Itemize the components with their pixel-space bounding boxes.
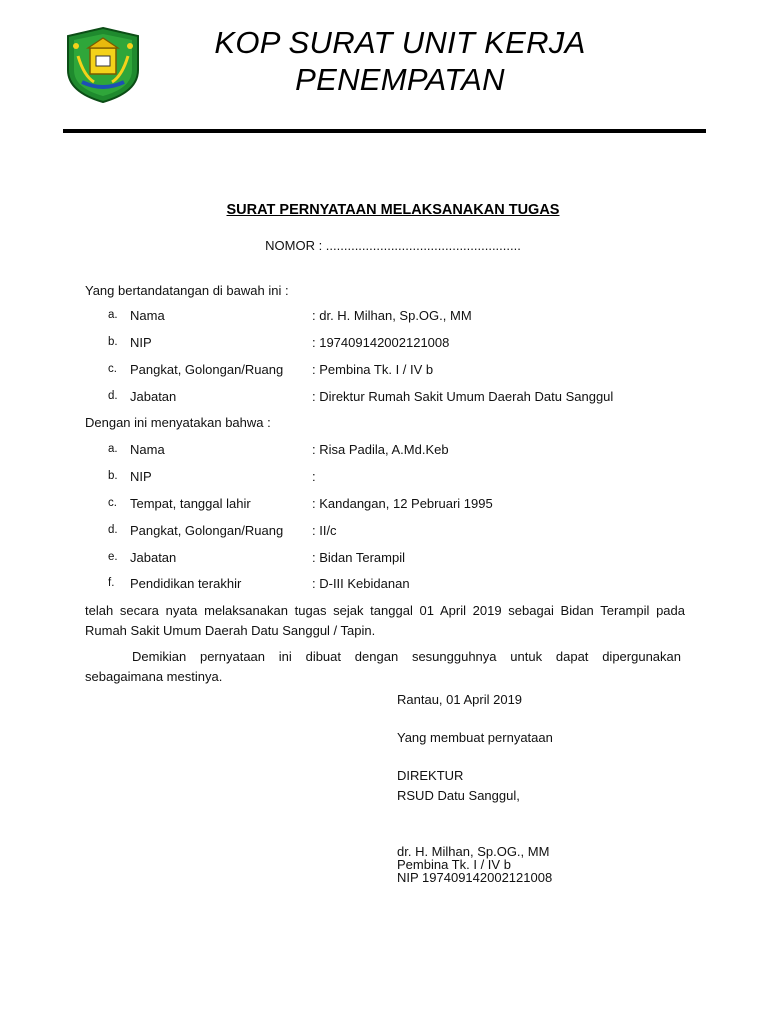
- field-label: Nama: [130, 442, 165, 457]
- field-label: Pangkat, Golongan/Ruang: [130, 362, 284, 377]
- field-letter: a.: [108, 309, 118, 321]
- field-label: Jabatan: [130, 550, 177, 565]
- field-value: : Pembina Tk. I / IV b: [312, 362, 434, 377]
- signer-nip: NIP 197409142002121008: [397, 870, 553, 885]
- field-label: NIP: [130, 469, 152, 484]
- field-letter: c.: [108, 497, 117, 509]
- letterhead-title-line1: KOP SURAT UNIT KERJA: [214, 25, 586, 60]
- field-value: : II/c: [312, 523, 337, 538]
- signer-caption: Yang membuat pernyataan: [397, 730, 553, 745]
- signer-rank: Pembina Tk. I / IV b: [397, 857, 511, 872]
- signer-office: RSUD Datu Sanggul,: [397, 788, 520, 803]
- body-line-1: telah secara nyata melaksanakan tugas sejak tanggal 01 April 2019 sebagai Bidan Terampil pada: [85, 603, 685, 618]
- field-label: Jabatan: [130, 389, 177, 404]
- field-label: NIP: [130, 335, 152, 350]
- field-value: : Direktur Rumah Sakit Umum Daerah Datu Sanggul: [312, 389, 614, 404]
- field-value: : Kandangan, 12 Pebruari 1995: [312, 496, 493, 511]
- document-title: SURAT PERNYATAAN MELAKSANAKAN TUGAS: [226, 202, 560, 218]
- field-letter: f.: [108, 577, 115, 589]
- field-letter: d.: [108, 390, 118, 402]
- field-label: Pendidikan terakhir: [130, 576, 242, 591]
- statement-intro: Dengan ini menyatakan bahwa :: [85, 415, 271, 430]
- field-letter: d.: [108, 524, 118, 536]
- body-paragraph: [85, 601, 685, 641]
- letterhead-title-line2: PENEMPATAN: [295, 62, 505, 97]
- closing-line-1: Demikian pernyataan ini dibuat dengan sesungguhnya untuk dapat dipergunakan: [132, 649, 681, 664]
- intro-text: Yang bertandatangan di bawah ini :: [85, 283, 289, 298]
- closing-line-2: sebagaimana mestinya.: [85, 669, 223, 684]
- signer-name: dr. H. Milhan, Sp.OG., MM: [397, 844, 550, 859]
- field-label: Nama: [130, 308, 165, 323]
- closing-paragraph: [85, 647, 681, 687]
- field-label: Tempat, tanggal lahir: [130, 496, 251, 511]
- signer-position: DIREKTUR: [397, 768, 464, 783]
- document-number: NOMOR : ......................................................: [265, 238, 521, 253]
- letterhead-title: [150, 24, 650, 98]
- field-letter: b.: [108, 470, 118, 482]
- field-value: : Risa Padila, A.Md.Keb: [312, 442, 449, 457]
- field-value: : Bidan Terampil: [312, 550, 405, 565]
- place-date: Rantau, 01 April 2019: [397, 692, 523, 707]
- field-label: Pangkat, Golongan/Ruang: [130, 523, 284, 538]
- field-letter: c.: [108, 363, 117, 375]
- field-value: : dr. H. Milhan, Sp.OG., MM: [312, 308, 472, 323]
- field-letter: e.: [108, 551, 118, 563]
- field-letter: b.: [108, 336, 118, 348]
- regional-emblem-logo: [64, 26, 142, 104]
- field-value: : D-III Kebidanan: [312, 576, 410, 591]
- field-value: : 197409142002121008: [312, 335, 450, 350]
- field-value: :: [312, 469, 316, 484]
- field-letter: a.: [108, 443, 118, 455]
- body-line-2: Rumah Sakit Umum Daerah Datu Sanggul / Tapin.: [85, 623, 376, 638]
- letterhead-divider: [63, 129, 706, 133]
